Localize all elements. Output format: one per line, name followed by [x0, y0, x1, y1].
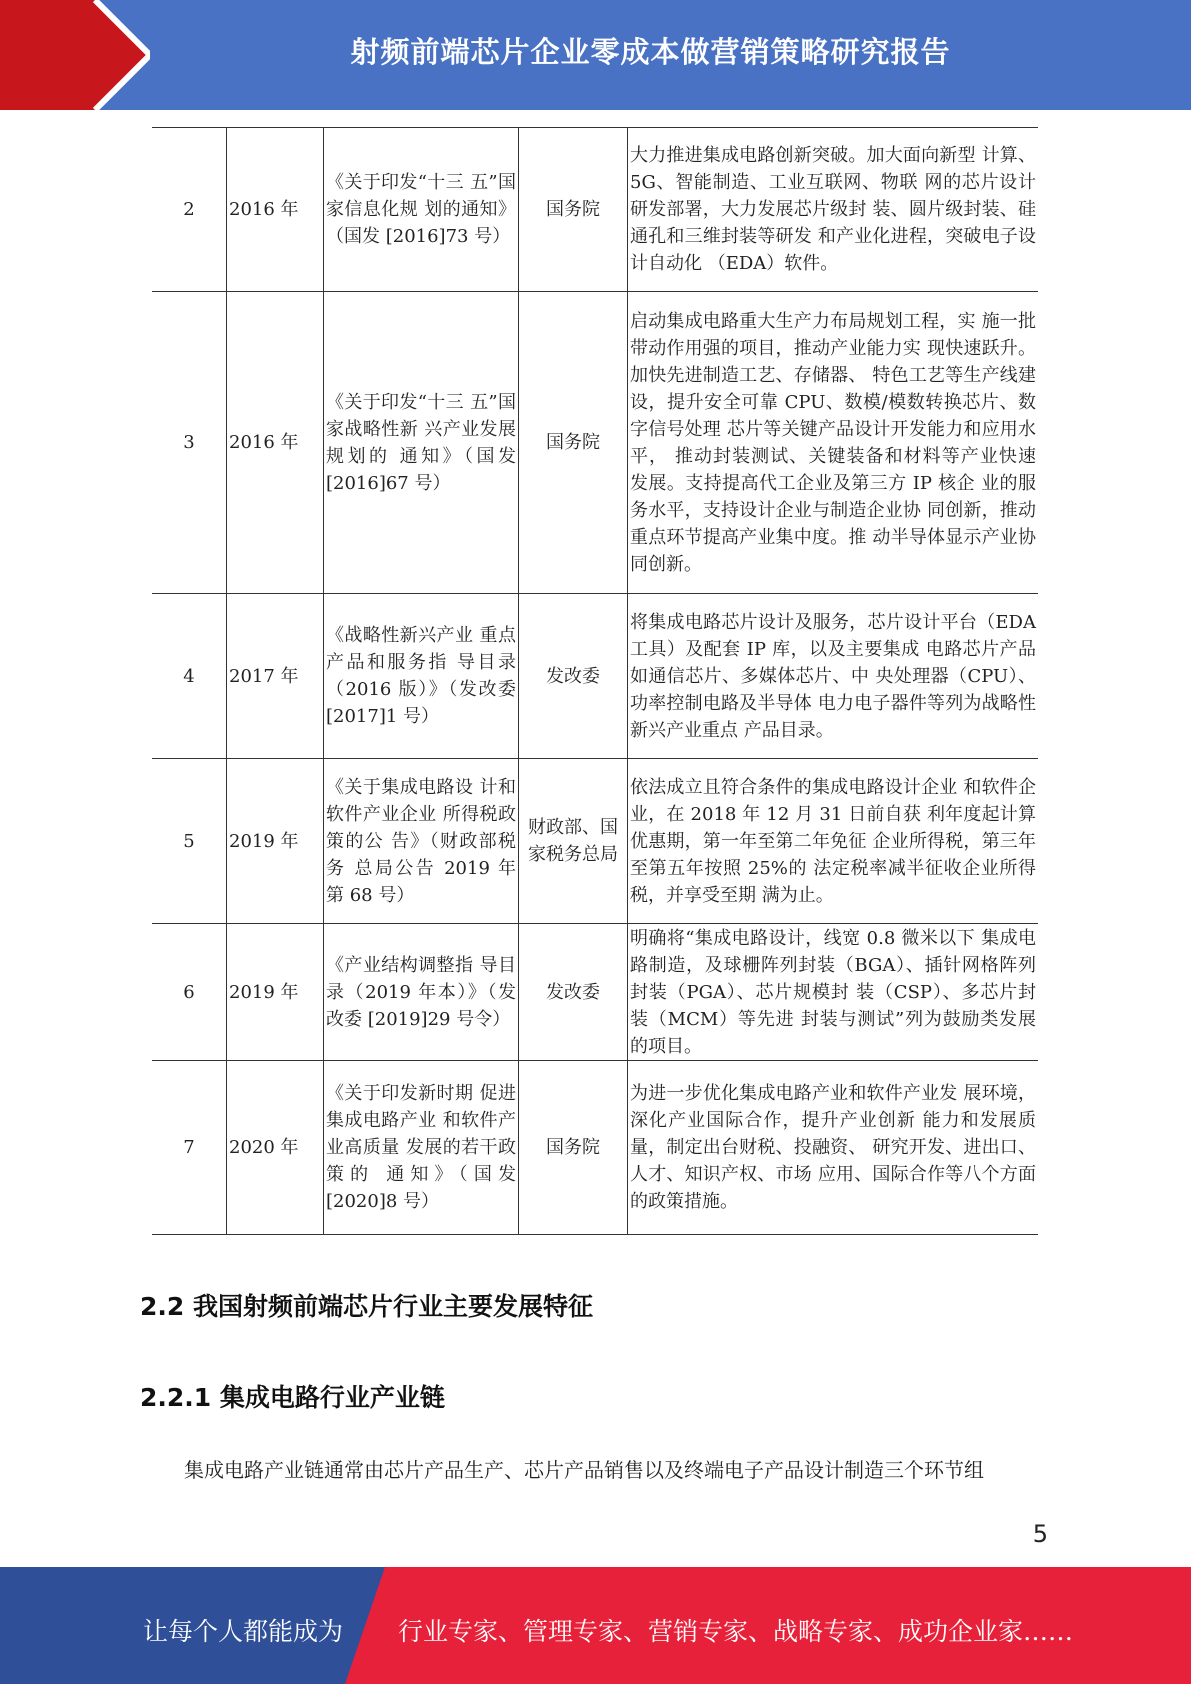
header-arrow-decoration [0, 0, 150, 110]
row-year: 2019 年 [227, 924, 324, 1061]
row-document: 《关于印发“十三 五”国家战略性新 兴产业发展规划的 通知》（国发 [2016]67 号） [324, 292, 519, 594]
row-number: 2 [152, 128, 227, 292]
table-row [152, 292, 1038, 594]
body-paragraph: 集成电路产业链通常由芯片产品生产、芯片产品销售以及终端电子产品设计制造三个环节组 [184, 1458, 984, 1482]
row-number: 7 [152, 1061, 227, 1235]
row-department: 国务院 [519, 128, 628, 292]
subsection-heading: 2.2.1 集成电路行业产业链 [140, 1383, 445, 1412]
table-row [152, 924, 1038, 1061]
row-document: 《关于印发“十三 五”国家信息化规 划的通知》（国发 [2016]73 号） [324, 128, 519, 292]
row-department: 发改委 [519, 924, 628, 1061]
table-row [152, 759, 1038, 924]
row-document: 《关于集成电路设 计和软件产业企业 所得税政策的公 告》（财政部税务 总局公告 2019 年 第 68 号） [324, 759, 519, 924]
row-year: 2017 年 [227, 594, 324, 759]
row-document: 《战略性新兴产业 重点产品和服务指 导目录（2016 版）》（发改委[2017]1 号） [324, 594, 519, 759]
page-footer [0, 1567, 1191, 1684]
page-number: 5 [1032, 1520, 1048, 1548]
footer-slogan-left: 让每个人都能成为 [143, 1617, 344, 1646]
row-year: 2016 年 [227, 128, 324, 292]
row-department: 国务院 [519, 1061, 628, 1235]
report-title: 射频前端芯片企业零成本做营销策略研究报告 [350, 35, 951, 69]
row-number: 4 [152, 594, 227, 759]
row-content: 启动集成电路重大生产力布局规划工程，实 施一批带动作用强的项目，推动产业能力实 现快速跃升。加快先进制造工艺、存储器、 特色工艺等生产线建设，提升安全可靠 CPU、数模/模数转换芯片、数字信号处理 芯片等关键产品设计开发能力和应用水平， 推动封装测试、关键装备和材料等产业快速 发展。支持提高代工企业及第三方 IP 核企 业的服务水平，支持设计企业与制造企业协 同创新，推动重点环节提高产业集中度。推 动半导体显示产业协同创新。 [628, 292, 1039, 594]
row-content: 将集成电路芯片设计及服务，芯片设计平台（EDA 工具）及配套 IP 库，以及主要集成 电路芯片产品如通信芯片、多媒体芯片、中 央处理器（CPU）、功率控制电路及半导体 电力电子器件等列为战略性新兴产业重点 产品目录。 [628, 594, 1039, 759]
row-year: 2016 年 [227, 292, 324, 594]
row-content: 依法成立且符合条件的集成电路设计企业 和软件企业，在 2018 年 12 月 31 日前自获 利年度起计算优惠期，第一年至第二年免征 企业所得税，第三年至第五年按照 25%的 法定税率减半征收企业所得税，并享受至期 满为止。 [628, 759, 1039, 924]
row-department: 国务院 [519, 292, 628, 594]
row-department: 发改委 [519, 594, 628, 759]
row-content: 大力推进集成电路创新突破。加大面向新型 计算、5G、智能制造、工业互联网、物联 网的芯片设计研发部署，大力发展芯片级封 装、圆片级封装、硅通孔和三维封装等研发 和产业化进程，突破电子设计自动化 （EDA）软件。 [628, 128, 1039, 292]
row-year: 2019 年 [227, 759, 324, 924]
table-row [152, 128, 1038, 292]
row-number: 6 [152, 924, 227, 1061]
page-header [0, 0, 1191, 110]
row-document: 《产业结构调整指 导目录（2019 年本）》（发改委 [2019]29 号令） [324, 924, 519, 1061]
policy-table [152, 127, 1038, 1235]
row-number: 3 [152, 292, 227, 594]
table-row [152, 594, 1038, 759]
row-document: 《关于印发新时期 促进集成电路产业 和软件产业高质量 发展的若干政策的 通知》（国发[2020]8 号） [324, 1061, 519, 1235]
footer-slogan-right: 行业专家、管理专家、营销专家、战略专家、成功企业家…… [398, 1617, 1074, 1646]
row-year: 2020 年 [227, 1061, 324, 1235]
table-row [152, 1061, 1038, 1235]
row-department: 财政部、国家税务总局 [519, 759, 628, 924]
row-content: 为进一步优化集成电路产业和软件产业发 展环境，深化产业国际合作，提升产业创新 能力和发展质量，制定出台财税、投融资、 研究开发、进出口、人才、知识产权、市场 应用、国际合作等八个方面的政策措施。 [628, 1061, 1039, 1235]
section-heading: 2.2 我国射频前端芯片行业主要发展特征 [140, 1292, 593, 1321]
row-number: 5 [152, 759, 227, 924]
row-content: 明确将“集成电路设计，线宽 0.8 微米以下 集成电路制造，及球栅阵列封装（BGA）、插针网格阵列封装（PGA）、芯片规模封 装（CSP）、多芯片封装（MCM）等先进 封装与测试”列为鼓励类发展的项目。 [628, 924, 1039, 1061]
